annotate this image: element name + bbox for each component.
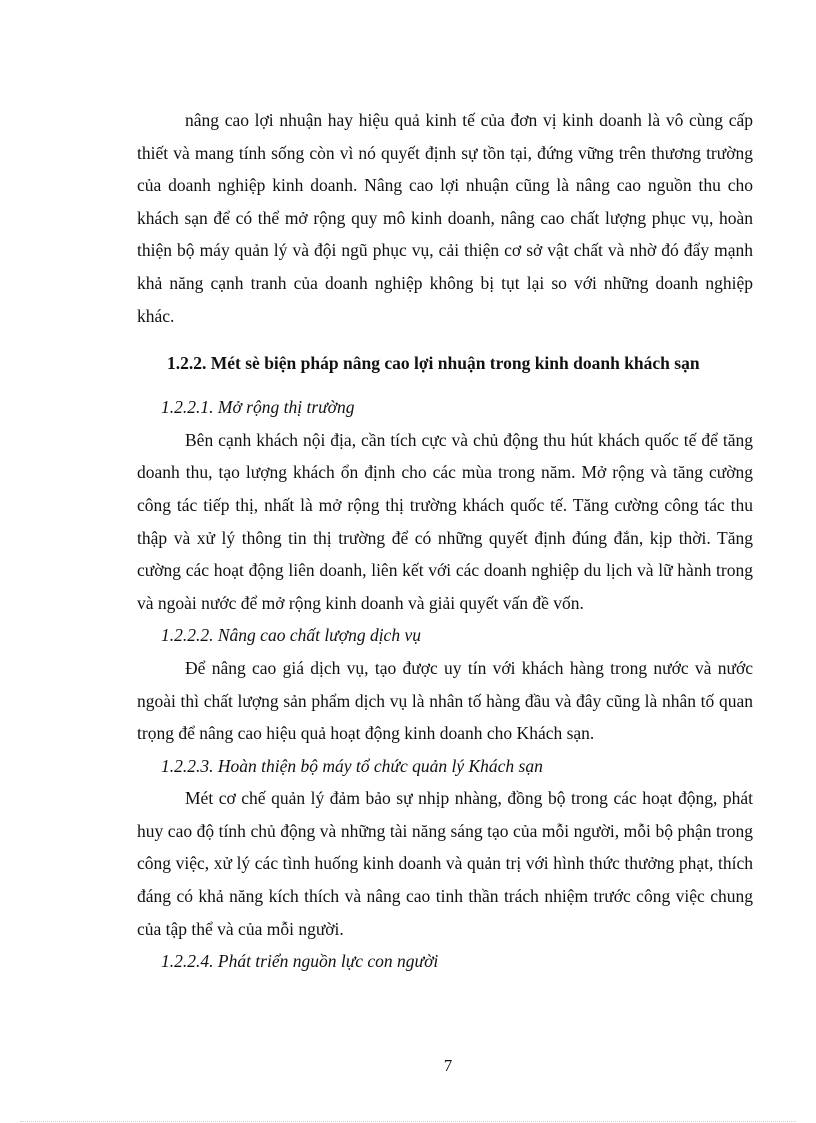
- page-bottom-divider: [20, 1121, 796, 1122]
- subsection-title-1: 1.2.2.1. Mở rộng thị trường: [161, 397, 355, 418]
- subsection-title-3: 1.2.2.3. Hoàn thiện bộ máy tổ chức quản lý Khách sạn: [161, 755, 543, 776]
- page-body: [137, 104, 753, 978]
- subsection-title-4: 1.2.2.4. Phát triển nguồn lực con người: [161, 951, 439, 972]
- subsection-text-3: Mét cơ chế quản lý đảm bảo sự nhịp nhàng, đồng bộ trong các hoạt động, phát huy cao độ tính chủ động và những tài năng sáng tạo của mỗi người, mỗi bộ phận trong công việc, xử lý các tình huống kinh doanh và quản trị với hình thức thưởng phạt, thích đáng có khả năng kích thích và nâng cao tinh thần trách nhiệm trước công việc chung của tập thể và của mỗi người.: [137, 788, 753, 939]
- page-number: 7: [443, 1056, 453, 1075]
- subsection-text-2: Để nâng cao giá dịch vụ, tạo được uy tín với khách hàng trong nước và nước ngoài thì chất lượng sản phẩm dịch vụ là nhân tố hàng đầu và đây cũng là nhân tố quan trọng để nâng cao hiệu quả hoạt động kinh doanh cho Khách sạn.: [137, 657, 753, 744]
- subsection-text-1: Bên cạnh khách nội địa, cần tích cực và chủ động thu hút khách quốc tế để tăng doanh thu, tạo lượng khách ổn định cho các mùa trong năm. Mở rộng và tăng cường công tác tiếp thị, nhất là mở rộng thị trường khách quốc tế. Tăng cường công tác thu thập và xử lý thông tin thị trường để có những quyết định đúng đắn, kịp thời. Tăng cường các hoạt động liên doanh, liên kết với các doanh nghiệp du lịch và lữ hành trong và ngoài nước để mở rộng kinh doanh và giải quyết vấn đề vốn.: [137, 429, 753, 613]
- section-heading: 1.2.2. Mét sè biện pháp nâng cao lợi nhuận trong kinh doanh khách sạn: [167, 353, 700, 374]
- subsection-title-2: 1.2.2.2. Nâng cao chất lượng dịch vụ: [161, 625, 421, 646]
- intro-paragraph: nâng cao lợi nhuận hay hiệu quả kinh tế của đơn vị kinh doanh là vô cùng cấp thiết và mang tính sống còn vì nó quyết định sự tồn tại, đứng vững trên thương trường của doanh nghiệp kinh doanh. Nâng cao lợi nhuận cũng là nâng cao nguồn thu cho khách sạn để có thể mở rộng quy mô kinh doanh, nâng cao chất lượng phục vụ, hoàn thiện bộ máy quản lý và đội ngũ phục vụ, cải thiện cơ sở vật chất và nhờ đó đẩy mạnh khả năng cạnh tranh của doanh nghiệp không bị tụt lại so với những doanh nghiệp khác.: [137, 110, 753, 326]
